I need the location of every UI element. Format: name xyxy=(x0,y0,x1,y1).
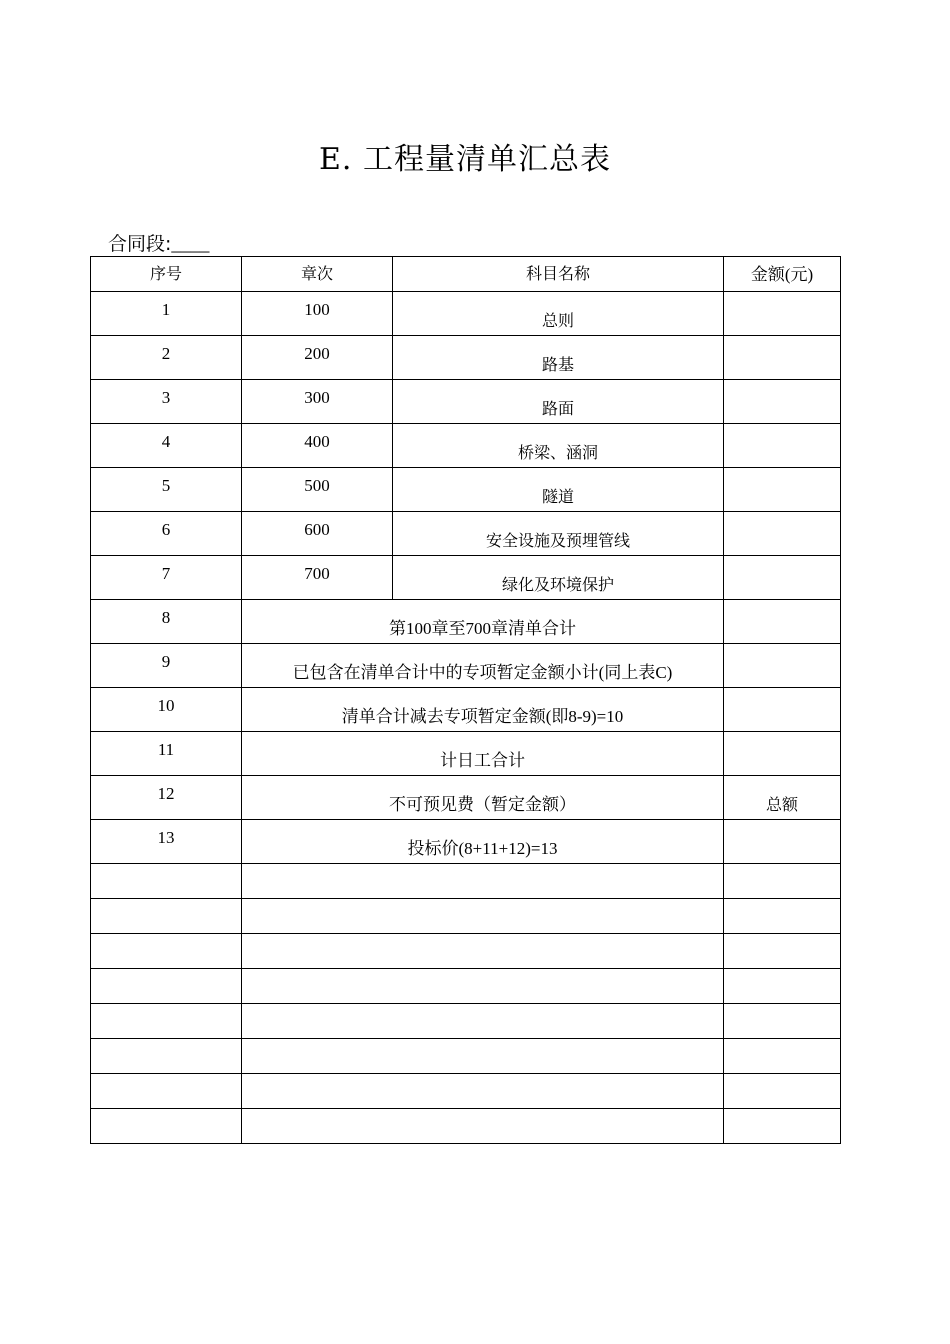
cell-chapter: 300 xyxy=(242,380,393,424)
cell-amount[interactable] xyxy=(724,424,841,468)
cell-subject: 路面 xyxy=(393,380,724,424)
empty-row xyxy=(91,1039,841,1074)
header-subject: 科目名称 xyxy=(393,257,724,292)
cell-summary-subject: 计日工合计 xyxy=(242,732,724,776)
cell-amount[interactable] xyxy=(724,688,841,732)
cell-subject: 桥梁、涵洞 xyxy=(393,424,724,468)
cell-seq: 7 xyxy=(91,556,242,600)
cell-seq[interactable] xyxy=(91,1074,242,1109)
cell-amount[interactable] xyxy=(724,644,841,688)
cell-subject: 路基 xyxy=(393,336,724,380)
cell-seq: 4 xyxy=(91,424,242,468)
summary-row xyxy=(91,688,841,732)
empty-row xyxy=(91,1074,841,1109)
cell-subject: 安全设施及预埋管线 xyxy=(393,512,724,556)
header-amount: 金额(元) xyxy=(724,257,841,292)
cell-amount[interactable] xyxy=(724,380,841,424)
cell-chapter: 400 xyxy=(242,424,393,468)
cell-summary-subject: 已包含在清单合计中的专项暂定金额小计(同上表C) xyxy=(242,644,724,688)
cell-seq: 12 xyxy=(91,776,242,820)
table-row xyxy=(91,336,841,380)
cell-seq: 8 xyxy=(91,600,242,644)
cell-amount[interactable] xyxy=(724,732,841,776)
cell-summary-subject[interactable] xyxy=(242,899,724,934)
cell-amount[interactable] xyxy=(724,1039,841,1074)
cell-seq: 6 xyxy=(91,512,242,556)
cell-amount[interactable] xyxy=(724,1074,841,1109)
cell-seq: 13 xyxy=(91,820,242,864)
cell-amount[interactable]: 总额 xyxy=(724,776,841,820)
cell-seq: 3 xyxy=(91,380,242,424)
cell-seq: 5 xyxy=(91,468,242,512)
cell-seq[interactable] xyxy=(91,864,242,899)
header-chapter: 章次 xyxy=(242,257,393,292)
cell-amount[interactable] xyxy=(724,292,841,336)
table-header-row xyxy=(91,257,841,292)
cell-amount[interactable] xyxy=(724,600,841,644)
summary-row xyxy=(91,600,841,644)
cell-summary-subject[interactable] xyxy=(242,1039,724,1074)
cell-amount[interactable] xyxy=(724,556,841,600)
cell-amount[interactable] xyxy=(724,934,841,969)
empty-row xyxy=(91,934,841,969)
cell-seq[interactable] xyxy=(91,1004,242,1039)
empty-row xyxy=(91,1109,841,1144)
cell-seq: 10 xyxy=(91,688,242,732)
cell-summary-subject: 清单合计减去专项暂定金额(即8-9)=10 xyxy=(242,688,724,732)
page-title: E. 工程量清单汇总表 xyxy=(319,142,611,177)
cell-seq: 2 xyxy=(91,336,242,380)
bill-table-body xyxy=(91,257,841,1144)
empty-row xyxy=(91,1004,841,1039)
empty-row xyxy=(91,864,841,899)
cell-summary-subject[interactable] xyxy=(242,1074,724,1109)
cell-summary-subject[interactable] xyxy=(242,934,724,969)
table-row xyxy=(91,380,841,424)
table-row xyxy=(91,512,841,556)
contract-blank-line: ____ xyxy=(171,234,210,255)
table-row xyxy=(91,424,841,468)
cell-seq[interactable] xyxy=(91,934,242,969)
cell-summary-subject: 不可预见费（暂定金额） xyxy=(242,776,724,820)
table-row xyxy=(91,292,841,336)
contract-label-text: 合同段: xyxy=(108,233,172,255)
cell-amount[interactable] xyxy=(724,969,841,1004)
cell-subject: 隧道 xyxy=(393,468,724,512)
cell-chapter: 600 xyxy=(242,512,393,556)
cell-amount[interactable] xyxy=(724,820,841,864)
cell-seq: 9 xyxy=(91,644,242,688)
cell-amount[interactable] xyxy=(724,899,841,934)
cell-summary-subject[interactable] xyxy=(242,864,724,899)
summary-row xyxy=(91,820,841,864)
summary-row xyxy=(91,732,841,776)
header-seq: 序号 xyxy=(91,257,242,292)
table-row xyxy=(91,468,841,512)
cell-seq[interactable] xyxy=(91,899,242,934)
cell-chapter: 700 xyxy=(242,556,393,600)
cell-summary-subject: 投标价(8+11+12)=13 xyxy=(242,820,724,864)
cell-seq[interactable] xyxy=(91,1109,242,1144)
bill-summary-table xyxy=(90,256,841,1144)
cell-chapter: 100 xyxy=(242,292,393,336)
cell-amount[interactable] xyxy=(724,468,841,512)
cell-amount[interactable] xyxy=(724,1109,841,1144)
cell-chapter: 500 xyxy=(242,468,393,512)
cell-summary-subject: 第100章至700章清单合计 xyxy=(242,600,724,644)
cell-subject: 绿化及环境保护 xyxy=(393,556,724,600)
cell-seq[interactable] xyxy=(91,969,242,1004)
cell-summary-subject[interactable] xyxy=(242,1004,724,1039)
cell-amount[interactable] xyxy=(724,512,841,556)
contract-section-label xyxy=(108,229,209,256)
summary-row xyxy=(91,644,841,688)
cell-seq: 11 xyxy=(91,732,242,776)
cell-subject: 总则 xyxy=(393,292,724,336)
empty-row xyxy=(91,969,841,1004)
cell-chapter: 200 xyxy=(242,336,393,380)
cell-amount[interactable] xyxy=(724,864,841,899)
table-row xyxy=(91,556,841,600)
cell-amount[interactable] xyxy=(724,336,841,380)
cell-amount[interactable] xyxy=(724,1004,841,1039)
summary-row xyxy=(91,776,841,820)
cell-summary-subject[interactable] xyxy=(242,969,724,1004)
empty-row xyxy=(91,899,841,934)
cell-seq: 1 xyxy=(91,292,242,336)
cell-seq[interactable] xyxy=(91,1039,242,1074)
cell-summary-subject[interactable] xyxy=(242,1109,724,1144)
